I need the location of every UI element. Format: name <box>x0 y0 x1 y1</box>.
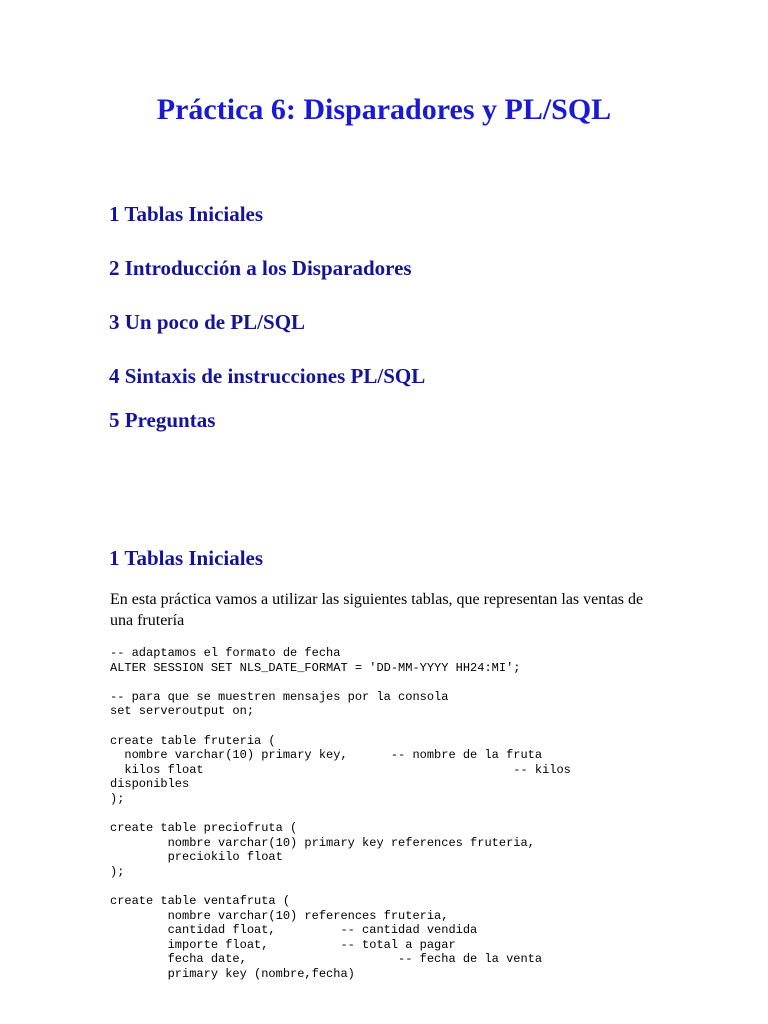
page-title: Práctica 6: Disparadores y PL/SQL <box>156 93 612 126</box>
section-intro-paragraph: En esta práctica vamos a utilizar las siguientes tablas, que representan las ventas de una frutería <box>110 591 644 629</box>
section-heading-tablas-iniciales: 1 Tablas Iniciales <box>109 546 264 570</box>
toc-link-preguntas[interactable]: 5 Preguntas <box>109 408 216 432</box>
toc-link-tablas-iniciales[interactable]: 1 Tablas Iniciales <box>109 202 264 226</box>
toc-link-sintaxis-plsql[interactable]: 4 Sintaxis de instrucciones PL/SQL <box>109 364 426 388</box>
toc-link-introduccion-disparadores[interactable]: 2 Introducción a los Disparadores <box>109 256 412 280</box>
toc-link-un-poco-plsql[interactable]: 3 Un poco de PL/SQL <box>109 310 306 334</box>
sql-code-block: -- adaptamos el formato de fecha ALTER SESSION SET NLS_DATE_FORMAT = 'DD-MM-YYYY HH24:MI'; -- para que se muestren mensajes por la consola set serveroutput on; create table fruteria ( nombre varchar(10) primary key, -- nombre de la fruta kilos float -- kilos disponibles ); create table preciofruta ( nombre varchar(10) primary key references fruteria, preciokilo float ); create table ventafruta ( nombre varchar(10) references fruteria, cantidad float, -- cantidad vendida importe float, -- total a pagar fecha date, -- fecha de la venta primary key (nombre,fecha) <box>110 646 571 982</box>
